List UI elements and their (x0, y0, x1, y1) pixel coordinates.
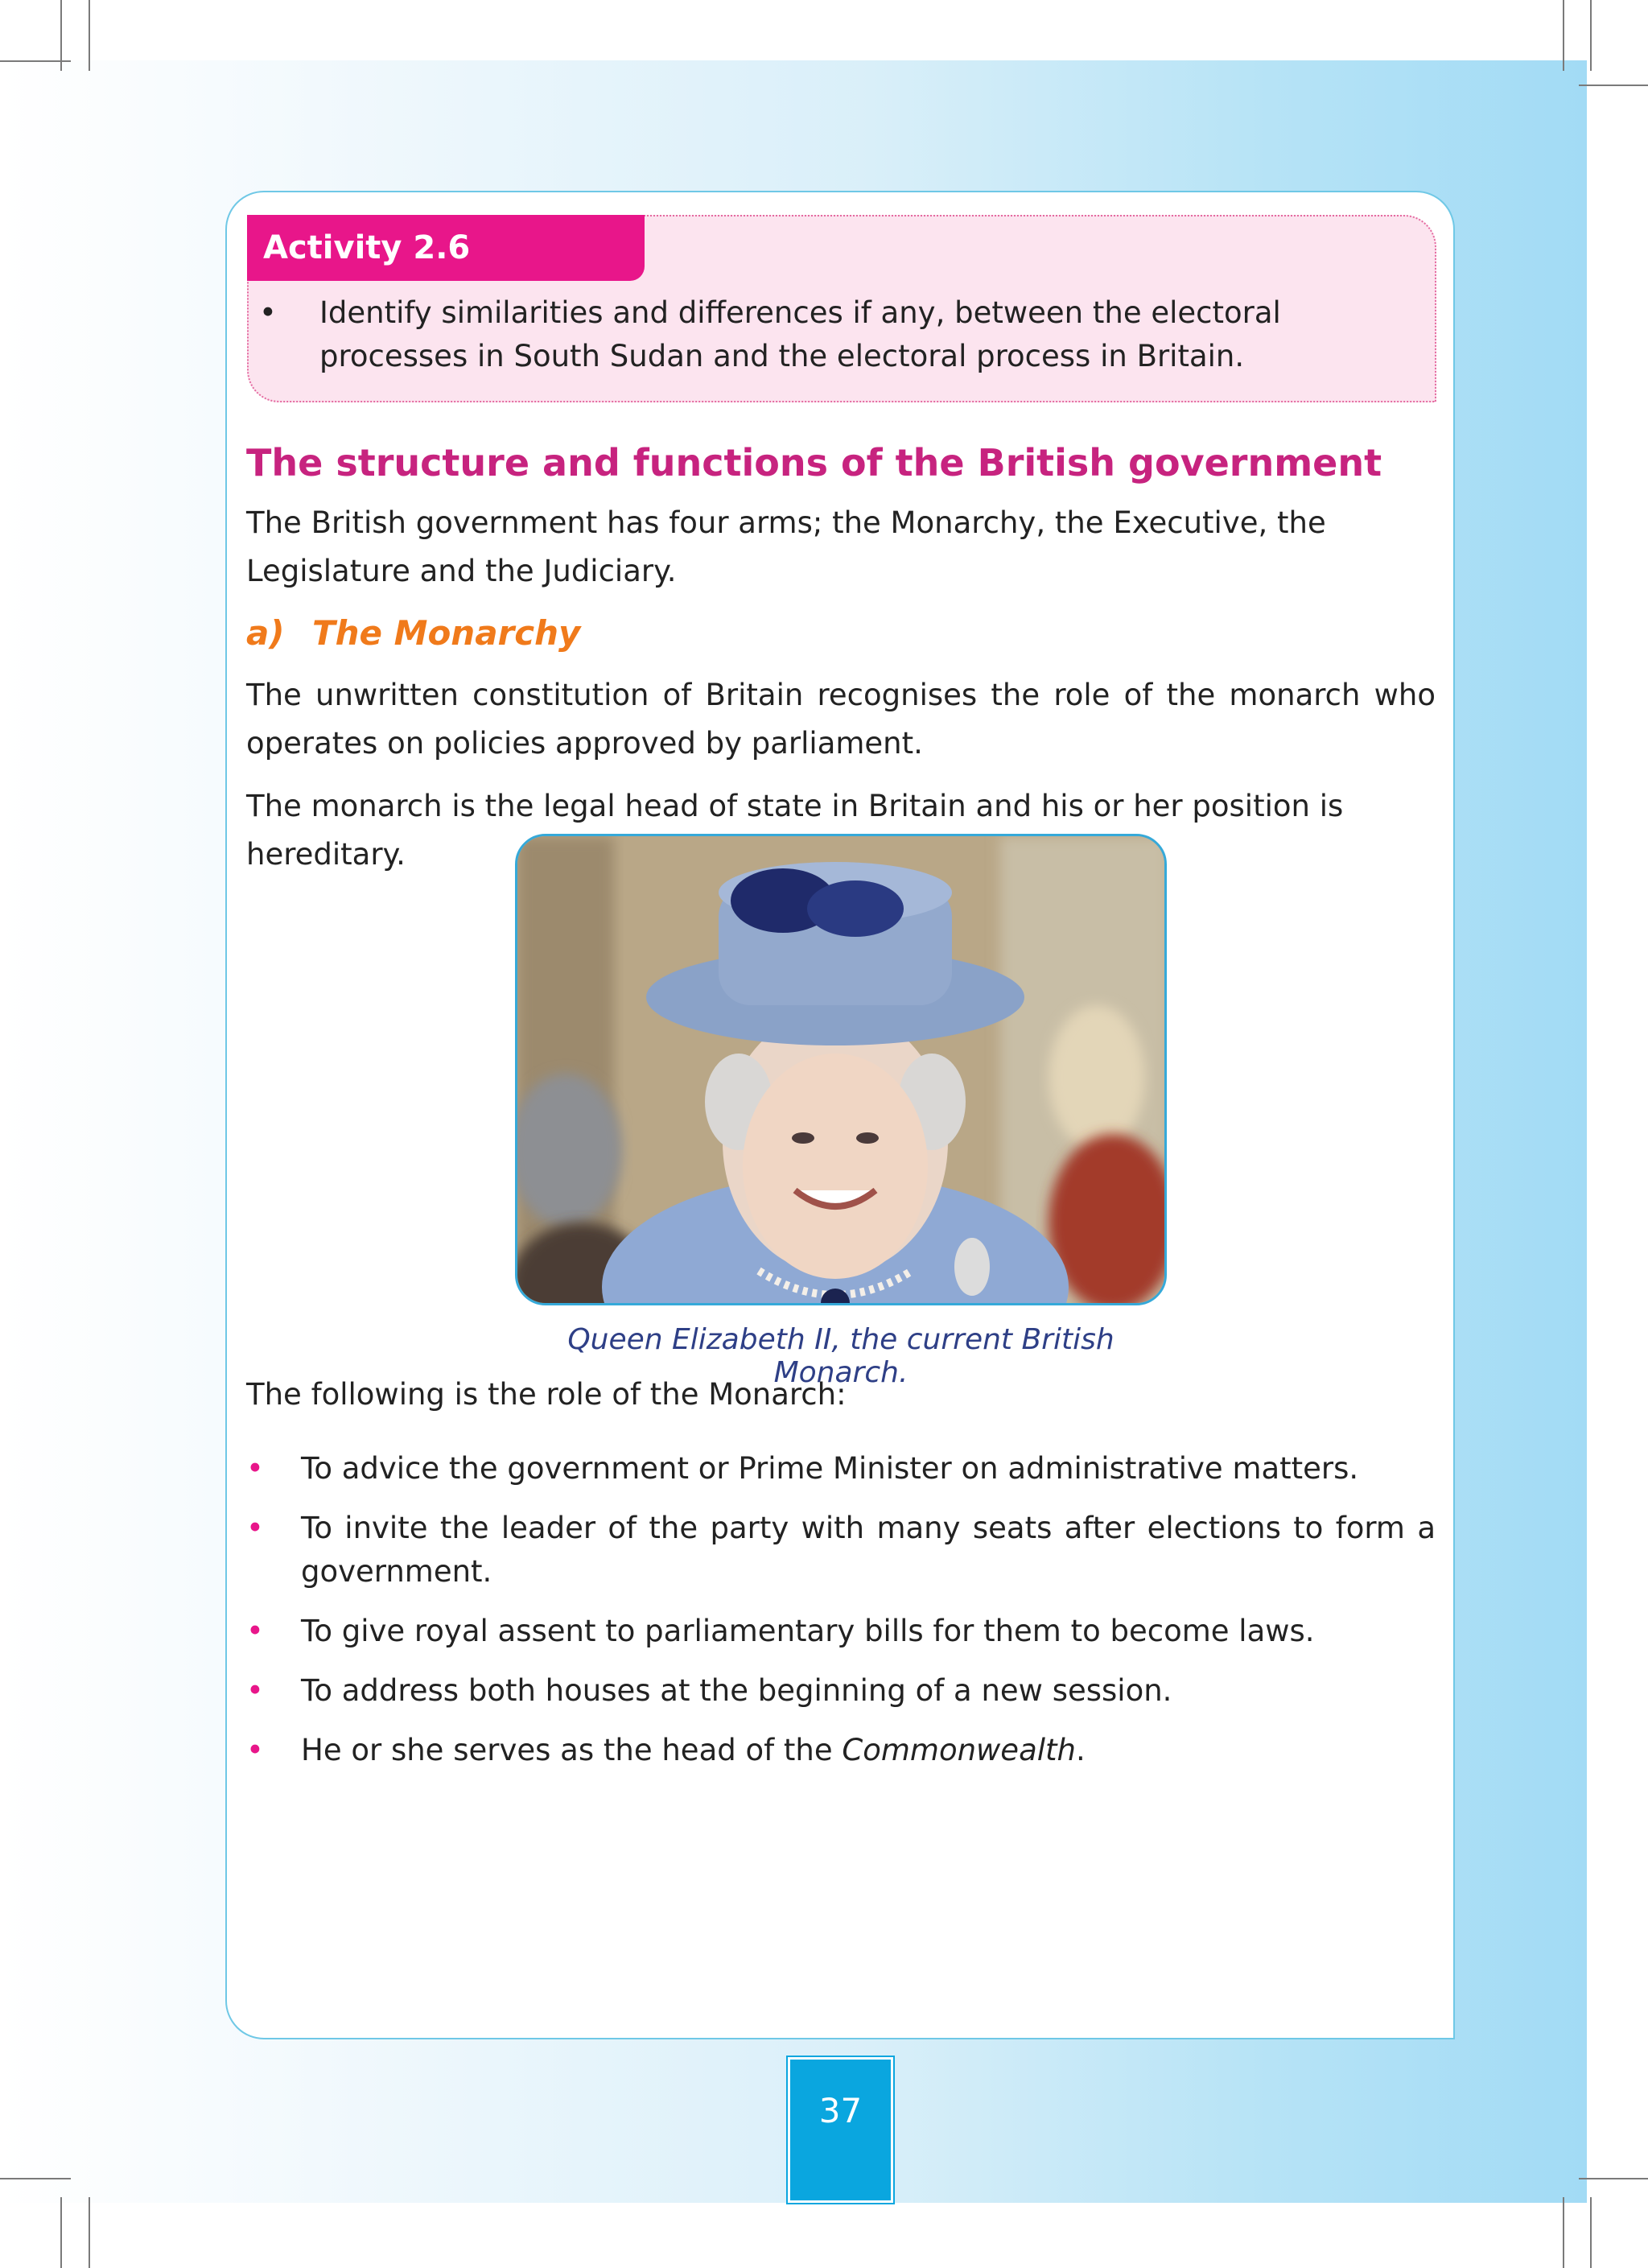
crop-mark (1563, 2197, 1564, 2268)
crop-mark (89, 0, 90, 71)
bullet: • (246, 1511, 264, 1545)
monarchy-paragraph-2: The monarch is the legal head of state in Britain and his or her position is hereditary. (246, 789, 1344, 872)
list-item (246, 1729, 1436, 1772)
bullet: • (246, 1614, 264, 1648)
section-intro: The British government has four arms; the Monarchy, the Executive, the Legislature and the Judiciary. (246, 505, 1326, 588)
activity-text: Identify similarities and differences if any, between the electoral processes in South Sudan and the electoral process in Britain. (319, 295, 1281, 373)
role-text: To give royal assent to parliamentary bills for them to become laws. (301, 1614, 1315, 1648)
crop-mark (60, 0, 62, 71)
crop-mark (0, 2178, 71, 2179)
bullet: • (259, 295, 277, 330)
crop-mark (60, 2197, 62, 2268)
list-item (246, 1669, 1436, 1713)
role-text: To address both houses at the beginning of a new session. (301, 1673, 1172, 1708)
queen-photo (515, 834, 1167, 1305)
monarchy-paragraph-1: The unwritten constitution of Britain recognises the role of the monarch who operates on policies approved by parliament. (246, 678, 1436, 761)
photo-caption: Queen Elizabeth II, the current British Monarch. (567, 1323, 1114, 1389)
role-text: He or she serves as the head of the Commonwealth. (301, 1733, 1086, 1767)
page-number: 37 (818, 2091, 863, 2130)
crop-mark (1563, 0, 1564, 71)
crop-mark (1590, 2197, 1592, 2268)
section-heading: The structure and functions of the British government (246, 441, 1382, 485)
monarchy-subheading (246, 613, 580, 653)
crop-mark (1579, 2178, 1648, 2179)
crop-mark (1590, 0, 1592, 71)
bullet: • (246, 1451, 264, 1486)
crop-mark (1579, 85, 1648, 86)
list-item (246, 1447, 1436, 1491)
list-item (246, 1507, 1436, 1594)
role-text: To invite the leader of the party with many seats after elections to form a government. (301, 1511, 1436, 1589)
activity-title: Activity 2.6 (247, 215, 645, 281)
bullet: • (246, 1673, 264, 1708)
subheading-label: a) (246, 613, 285, 653)
bullet: • (246, 1733, 264, 1767)
roles-intro: The following is the role of the Monarch: (246, 1377, 847, 1412)
list-item (246, 1610, 1436, 1653)
role-text: To advice the government or Prime Minister on administrative matters. (301, 1451, 1359, 1486)
subheading-title: The Monarchy (312, 613, 581, 653)
activity-item (259, 291, 1426, 378)
crop-mark (89, 2197, 90, 2268)
